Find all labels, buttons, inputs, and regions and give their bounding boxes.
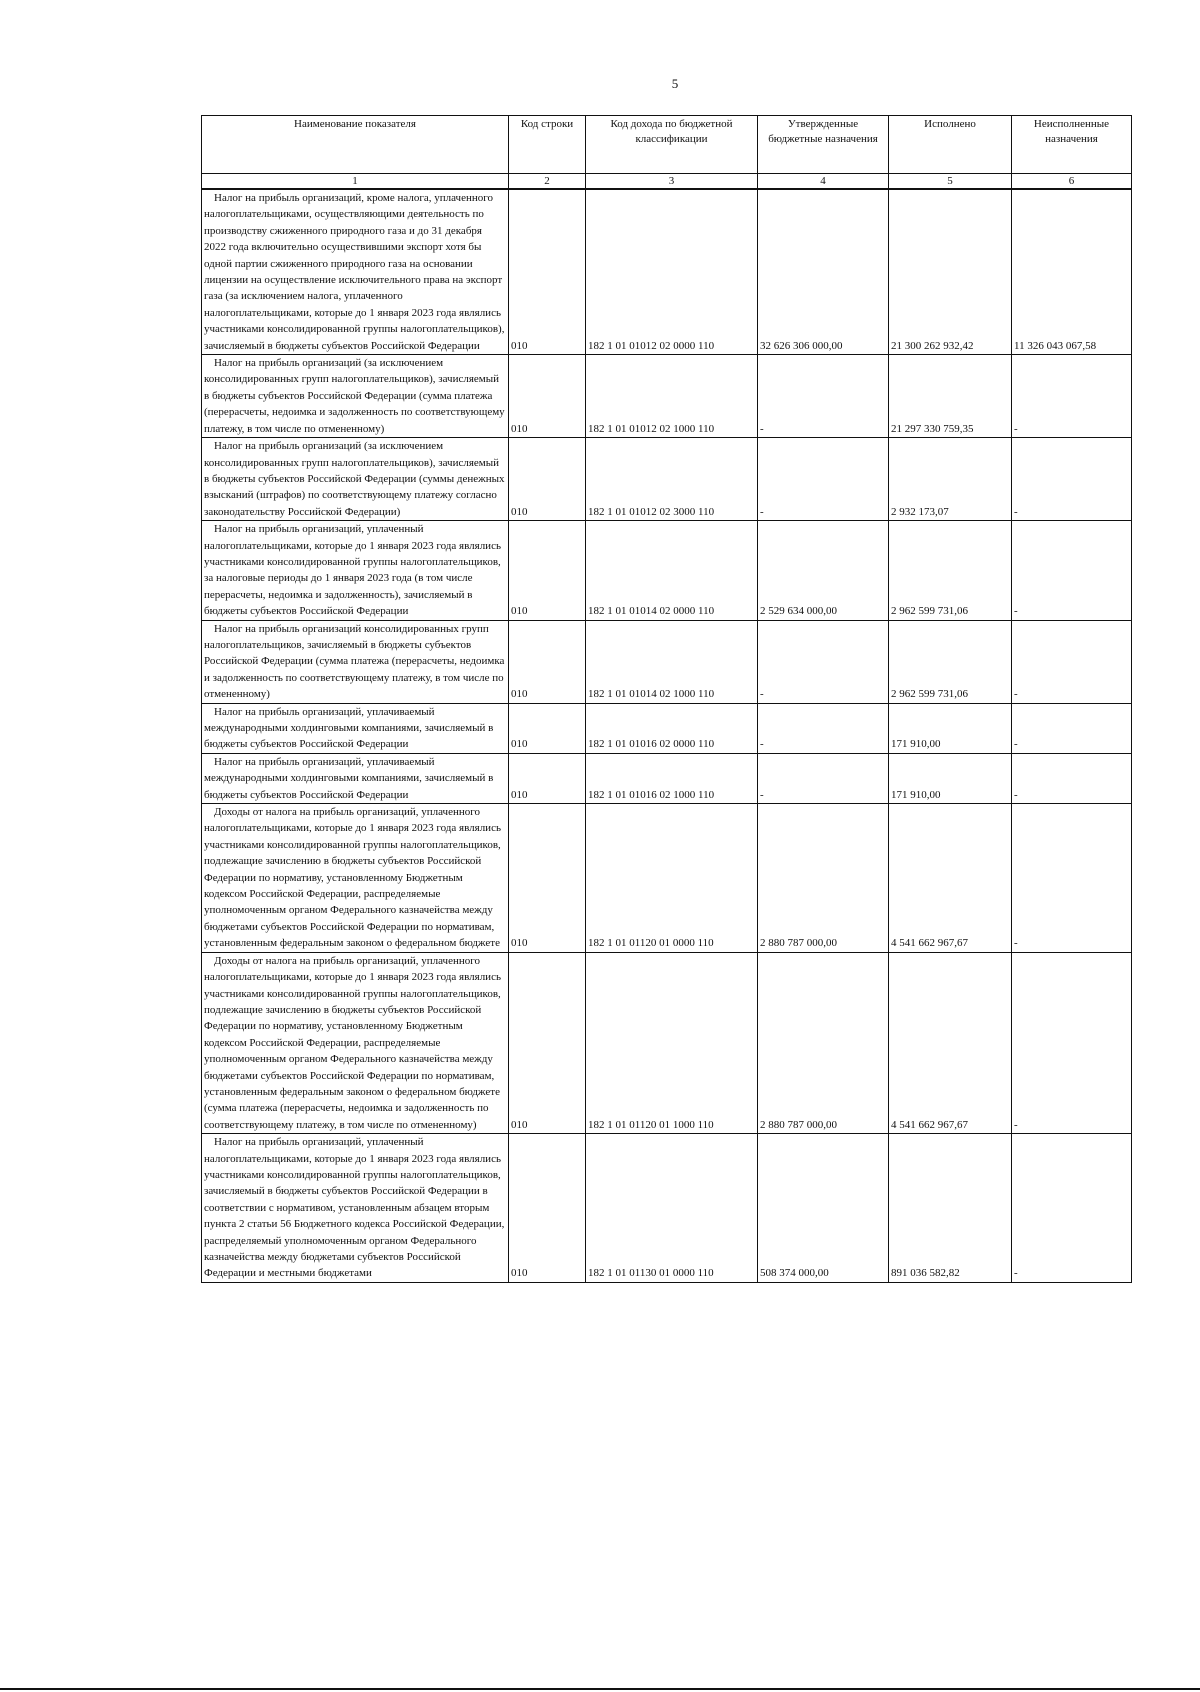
- indicator-name: Налог на прибыль организаций, уплаченный налогоплательщиками, которые до 1 января 2023 года являлись участниками консолидированной группы налогоплательщиков, за налоговые периоды до 1 января 2023 года (в том числе перерасчеты, недоимка и задолженность), зачисляемый в бюджеты субъектов Российской Федерации: [202, 521, 509, 620]
- line-code: 010: [509, 753, 586, 803]
- indicator-name: Доходы от налога на прибыль организаций, уплаченного налогоплательщиками, которые до 1 января 2023 года являлись участниками консолидированной группы налогоплательщиков, подлежащие зачислению в бюджеты субъектов Российской Федерации по нормативу, установленному Бюджетным кодексом Российской Федерации, распределяемые уполномоченным органом Федерального казначейства между бюджетами субъектов Российской Федерации по нормативам, установленным федеральным законом о федеральном бюджете (сумма платежа (перерасчеты, недоимка и задолженность по соответствующему платежу, в том числе по отмененному): [202, 952, 509, 1133]
- header-unexecuted: Неисполненные назначения: [1012, 116, 1132, 174]
- column-number: 1: [202, 174, 509, 190]
- executed-amount: 21 300 262 932,42: [889, 189, 1012, 355]
- indicator-name: Налог на прибыль организаций (за исключением консолидированных групп налогоплательщиков), зачисляемый в бюджеты субъектов Российской Федерации (сумма платежа (перерасчеты, недоимка и задолженность по соответствующему платежу, в том числе по отмененному): [202, 355, 509, 438]
- line-code: 010: [509, 804, 586, 953]
- executed-amount: 171 910,00: [889, 753, 1012, 803]
- indicator-name: Налог на прибыль организаций, уплаченный налогоплательщиками, которые до 1 января 2023 года являлись участниками консолидированной группы налогоплательщиков, зачисляемый в бюджеты субъектов Российской Федерации в соответствии с нормативом, установленным абзацем вторым пункта 2 статьи 56 Бюджетного кодекса Российской Федерации, распределяемый уполномоченным органом Федерального казначейства между бюджетами субъектов Российской Федерации и местными бюджетами: [202, 1134, 509, 1283]
- approved-amount: 32 626 306 000,00: [758, 189, 889, 355]
- page-bottom-rule: [0, 1688, 1200, 1690]
- unexecuted-amount: -: [1012, 952, 1132, 1133]
- line-code: 010: [509, 438, 586, 521]
- line-code: 010: [509, 620, 586, 703]
- indicator-name: Налог на прибыль организаций, уплачиваемый международными холдинговыми компаниями, зачисляемый в бюджеты субъектов Российской Федерации: [202, 753, 509, 803]
- header-indicator-name: Наименование показателя: [202, 116, 509, 174]
- income-code: 182 1 01 01120 01 1000 110: [586, 952, 758, 1133]
- income-code: 182 1 01 01012 02 0000 110: [586, 189, 758, 355]
- approved-amount: -: [758, 355, 889, 438]
- executed-amount: 891 036 582,82: [889, 1134, 1012, 1283]
- unexecuted-amount: -: [1012, 703, 1132, 753]
- income-code: 182 1 01 01016 02 1000 110: [586, 753, 758, 803]
- table-row: [202, 753, 1132, 803]
- executed-amount: 2 962 599 731,06: [889, 521, 1012, 620]
- table-row: [202, 1134, 1132, 1283]
- column-number: 4: [758, 174, 889, 190]
- income-code: 182 1 01 01016 02 0000 110: [586, 703, 758, 753]
- executed-amount: 4 541 662 967,67: [889, 804, 1012, 953]
- unexecuted-amount: -: [1012, 753, 1132, 803]
- table-header-row: [202, 116, 1132, 174]
- page-number: 5: [671, 76, 679, 91]
- indicator-name: Налог на прибыль организаций консолидированных групп налогоплательщиков, зачисляемый в бюджеты субъектов Российской Федерации (сумма платежа (перерасчеты, недоимка и задолженность по соответствующему платежу, в том числе по отмененному): [202, 620, 509, 703]
- indicator-name: Налог на прибыль организаций, уплачиваемый международными холдинговыми компаниями, зачисляемый в бюджеты субъектов Российской Федерации: [202, 703, 509, 753]
- line-code: 010: [509, 355, 586, 438]
- column-number: 3: [586, 174, 758, 190]
- table-row: [202, 952, 1132, 1133]
- table-row: [202, 521, 1132, 620]
- executed-amount: 21 297 330 759,35: [889, 355, 1012, 438]
- approved-amount: -: [758, 438, 889, 521]
- income-code: 182 1 01 01012 02 1000 110: [586, 355, 758, 438]
- header-executed: Исполнено: [889, 116, 1012, 174]
- line-code: 010: [509, 1134, 586, 1283]
- line-code: 010: [509, 189, 586, 355]
- executed-amount: 171 910,00: [889, 703, 1012, 753]
- table-row: [202, 355, 1132, 438]
- income-code: 182 1 01 01014 02 1000 110: [586, 620, 758, 703]
- column-number-row: [202, 174, 1132, 190]
- unexecuted-amount: -: [1012, 355, 1132, 438]
- table-row: [202, 703, 1132, 753]
- income-code: 182 1 01 01012 02 3000 110: [586, 438, 758, 521]
- line-code: 010: [509, 952, 586, 1133]
- unexecuted-amount: -: [1012, 521, 1132, 620]
- indicator-name: Налог на прибыль организаций (за исключением консолидированных групп налогоплательщиков), зачисляемый в бюджеты субъектов Российской Федерации (суммы денежных взысканий (штрафов) по соответствующему платежу согласно законодательству Российской Федерации): [202, 438, 509, 521]
- column-number: 2: [509, 174, 586, 190]
- indicator-name: Налог на прибыль организаций, кроме налога, уплаченного налогоплательщиками, осуществляющими деятельность по производству сжиженного природного газа и до 31 декабря 2022 года включительно осуществившими экспорт хотя бы одной партии сжиженного природного газа на основании лицензии на осуществление исключительного права на экспорт газа (за исключением налога, уплаченного налогоплательщиками, которые до 1 января 2023 года являлись участниками консолидированной группы налогоплательщиков), зачисляемый в бюджеты субъектов Российской Федерации: [202, 189, 509, 355]
- header-line-code: Код строки: [509, 116, 586, 174]
- column-number: 6: [1012, 174, 1132, 190]
- header-income-code: Код дохода по бюджетной классификации: [586, 116, 758, 174]
- approved-amount: 508 374 000,00: [758, 1134, 889, 1283]
- table-row: [202, 620, 1132, 703]
- table-row: [202, 804, 1132, 953]
- unexecuted-amount: -: [1012, 1134, 1132, 1283]
- approved-amount: -: [758, 703, 889, 753]
- approved-amount: 2 880 787 000,00: [758, 804, 889, 953]
- line-code: 010: [509, 703, 586, 753]
- executed-amount: 2 962 599 731,06: [889, 620, 1012, 703]
- income-code: 182 1 01 01014 02 0000 110: [586, 521, 758, 620]
- income-code: 182 1 01 01130 01 0000 110: [586, 1134, 758, 1283]
- unexecuted-amount: -: [1012, 620, 1132, 703]
- line-code: 010: [509, 521, 586, 620]
- unexecuted-amount: -: [1012, 438, 1132, 521]
- approved-amount: -: [758, 620, 889, 703]
- approved-amount: 2 880 787 000,00: [758, 952, 889, 1133]
- header-approved: Утвержденные бюджетные назначения: [758, 116, 889, 174]
- approved-amount: 2 529 634 000,00: [758, 521, 889, 620]
- table-row: [202, 438, 1132, 521]
- unexecuted-amount: 11 326 043 067,58: [1012, 189, 1132, 355]
- column-number: 5: [889, 174, 1012, 190]
- executed-amount: 2 932 173,07: [889, 438, 1012, 521]
- executed-amount: 4 541 662 967,67: [889, 952, 1012, 1133]
- budget-execution-table: [201, 115, 1132, 1283]
- indicator-name: Доходы от налога на прибыль организаций, уплаченного налогоплательщиками, которые до 1 января 2023 года являлись участниками консолидированной группы налогоплательщиков, подлежащие зачислению в бюджеты субъектов Российской Федерации по нормативу, установленному Бюджетным кодексом Российской Федерации, распределяемые уполномоченным органом Федерального казначейства между бюджетами субъектов Российской Федерации по нормативам, установленным федеральным законом о федеральном бюджете: [202, 804, 509, 953]
- unexecuted-amount: -: [1012, 804, 1132, 953]
- table-row: [202, 189, 1132, 355]
- approved-amount: -: [758, 753, 889, 803]
- income-code: 182 1 01 01120 01 0000 110: [586, 804, 758, 953]
